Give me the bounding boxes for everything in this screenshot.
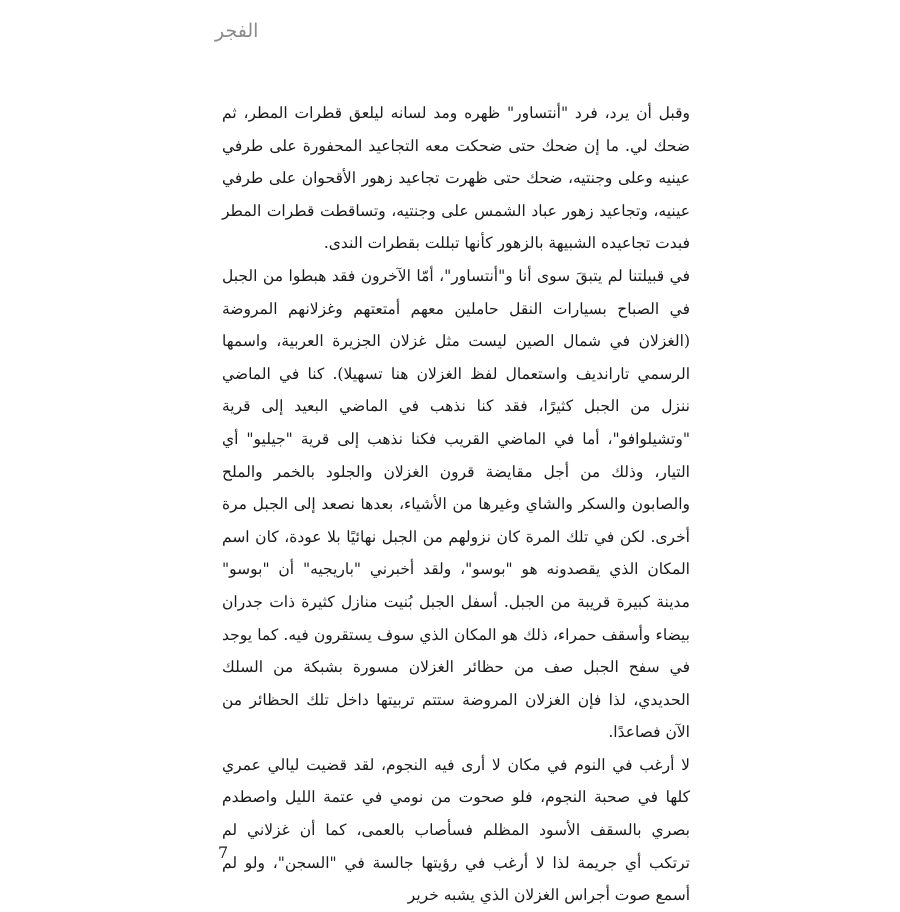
body-text	[222, 97, 690, 912]
page-number: 7	[218, 843, 229, 862]
running-header-title: الفجر	[215, 20, 259, 42]
paragraph-2: في قبيلتنا لم يتبقَ سوى أنا و"أنتساور"، أمّا الآخرون فقد هبطوا من الجبل في الصباح بسيارات النقل حاملين معهم أمتعتهم وغزلانهم المروضة (الغزلان في شمال الصين ليست مثل غزلان الجزيرة العربية، واسمها الرسمي تاراندیف واستعمال لفظ الغزلان هنا تسهيلا). كنا في الماضي ننزل من الجبل كثيرًا، فقد كنا نذهب في الماضي البعيد إلى قرية "وتشيلوافو"، أما في الماضي القريب فكنا نذهب إلى قرية "جيليو" أي التيار، وذلك من أجل مقايضة قرون الغزلان والجلود بالخمر والملح والصابون والسكر والشاي وغيرها من الأشياء، بعدها نصعد إلى الجبل مرة أخرى. لكن في تلك المرة كان نزولهم من الجبل نهائيًا بلا عودة، كان اسم المكان الذي يقصدونه هو "بوسو"، ولقد أخبرني "باريجيه" أن "بوسو" مدينة كبيرة قريبة من الجبل. أسفل الجبل بُنيت منازل كثيرة ذات جدران بيضاء وأسقف حمراء، ذلك هو المكان الذي سوف يستقرون فيه. كما يوجد في سفح الجبل صف من حظائر الغزلان مسورة بشبكة من السلك الحديدي، لذا فإن الغزلان المروضة ستتم تربيتها داخل تلك الحظائر من الآن فصاعدًا.	[222, 266, 690, 742]
paragraph-3: لا أرغب في النوم في مكان لا أرى فيه النجوم، لقد قضيت ليالي عمري كلها في صحبة النجوم، فلو صحوت من نومي في عتمة الليل واصطدم بصري بالسقف الأسود المظلم فسأصاب بالعمى، كما أن غزلاني لم ترتكب أي جريمة لذا لا أرغب في رؤيتها جالسة في "السجن"، ولو لم أسمع صوت أجراس الغزلان الذي يشبه خرير	[222, 755, 690, 905]
paragraph-1: وقبل أن يرد، فرد "أنتساور" ظهره ومد لسانه ليلعق قطرات المطر، ثم ضحك لي. ما إن ضحك حتى ضحكت معه التجاعيد المحفورة على طرفي عينيه وعلى وجنتيه، ضحك حتى ظهرت تجاعيد زهور الأقحوان على طرفي عينيه، وتجاعيد زهور عباد الشمس على وجنتيه، وتساقطت قطرات المطر فبدت تجاعيده الشبيهة بالزهور كأنها تبللت بقطرات الندى.	[222, 104, 690, 253]
